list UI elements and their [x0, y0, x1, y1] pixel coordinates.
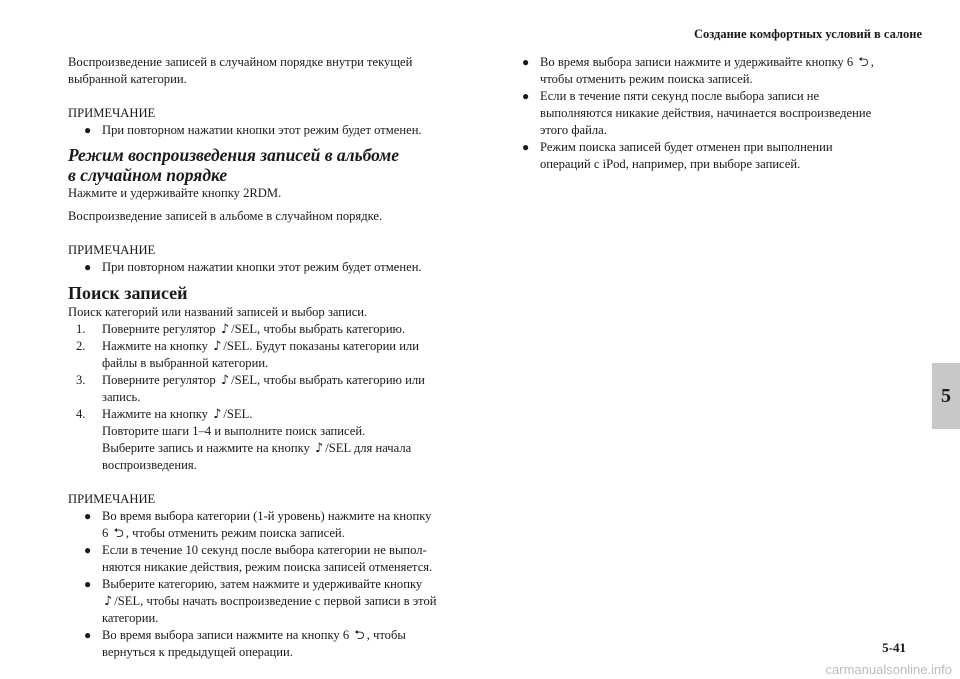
- note-continuation: няются никакие действия, режим поиска записей отменяется.: [102, 560, 433, 574]
- section-heading: в случайном порядке: [68, 165, 228, 185]
- note-continuation: категории.: [102, 611, 159, 625]
- note-continuation: операций с iPod, например, при выборе записей.: [540, 157, 801, 171]
- step-continuation: Повторите шаги 1–4 и выполните поиск записей.: [102, 424, 366, 438]
- left-column: [68, 54, 478, 661]
- bullet-icon: ●: [522, 140, 530, 154]
- step-item: 1. Поверните регулятор ♪ /SEL, чтобы выбрать категорию.: [76, 322, 406, 337]
- bullet-icon: ●: [84, 543, 92, 557]
- note-continuation: вернуться к предыдущей операции.: [102, 645, 293, 659]
- return-arrow-icon: ⮌: [354, 628, 365, 643]
- bullet-icon: ●: [522, 55, 530, 69]
- musical-note-icon: ♪: [220, 373, 230, 388]
- intro-line: Воспроизведение записей в случайном порядке внутри текущей: [68, 55, 413, 69]
- page-number: 5-41: [882, 640, 906, 655]
- note-bullet: ● Во время выбора записи нажмите и удерживайте кнопку 6 ⮌ ,: [522, 55, 874, 70]
- chapter-tab: [932, 363, 960, 429]
- return-arrow-icon: ⮌: [858, 55, 869, 70]
- bullet-icon: ●: [84, 123, 92, 137]
- bullet-icon: ●: [84, 260, 92, 274]
- step-item: 3. Поверните регулятор ♪ /SEL, чтобы выбрать категорию или: [76, 373, 425, 388]
- paragraph: Нажмите и удерживайте кнопку 2RDM.: [68, 186, 282, 200]
- musical-note-icon: ♪: [213, 339, 222, 354]
- note-bullet: ● При повторном нажатии кнопки этот режим будет отменен.: [84, 123, 422, 137]
- bullet-icon: ●: [522, 89, 530, 103]
- step-item: 4. Нажмите на кнопку ♪ /SEL.: [76, 407, 253, 422]
- watermark: carmanualsonline.info: [825, 662, 952, 677]
- paragraph: Воспроизведение записей в альбоме в случайном порядке.: [68, 209, 383, 223]
- note-continuation: этого файла.: [540, 123, 607, 137]
- musical-note-icon: ♪: [314, 441, 324, 456]
- note-label: ПРИМЕЧАНИЕ: [68, 243, 156, 257]
- note-bullet: ● Режим поиска записей будет отменен при выполнении: [522, 140, 833, 154]
- musical-note-icon: ♪: [213, 407, 222, 422]
- right-column: [522, 54, 922, 173]
- step-continuation: файлы в выбранной категории.: [102, 356, 269, 370]
- section-heading: Поиск записей: [68, 283, 188, 303]
- page-header: Создание комфортных условий в салоне: [693, 27, 922, 41]
- step-continuation: воспроизведения.: [102, 458, 197, 472]
- bullet-icon: ●: [84, 509, 92, 523]
- note-continuation: выполняются никакие действия, начинается воспроизведение: [540, 106, 872, 120]
- note-bullet: ● Если в течение 10 секунд после выбора категории не выпол-: [84, 543, 427, 557]
- intro-line: выбранной категории.: [68, 72, 187, 86]
- step-item: 2. Нажмите на кнопку ♪ /SEL. Будут показаны категории или: [76, 339, 419, 354]
- section-heading: Режим воспроизведения записей в альбоме: [68, 145, 399, 165]
- note-bullet: ● Выберите категорию, затем нажмите и удерживайте кнопку: [84, 577, 423, 591]
- note-continuation: ♪ /SEL, чтобы начать воспроизведение с первой записи в этой: [104, 594, 437, 609]
- musical-note-icon: ♪: [220, 322, 230, 337]
- note-label: ПРИМЕЧАНИЕ: [68, 492, 156, 506]
- note-bullet: ● Если в течение пяти секунд после выбора записи не: [522, 89, 820, 103]
- note-bullet: ● Во время выбора категории (1-й уровень) нажмите на кнопку: [84, 509, 432, 523]
- paragraph: Поиск категорий или названий записей и выбор записи.: [68, 305, 368, 319]
- note-label: ПРИМЕЧАНИЕ: [68, 106, 156, 120]
- step-continuation: Выберите запись и нажмите на кнопку ♪ /SEL для начала: [102, 441, 412, 456]
- note-continuation: чтобы отменить режим поиска записей.: [540, 72, 753, 86]
- chapter-tab-label: 5: [941, 384, 951, 407]
- note-continuation: 6 ⮌ , чтобы отменить режим поиска записей.: [102, 526, 345, 541]
- step-continuation: запись.: [102, 390, 141, 404]
- note-bullet: ● Во время выбора записи нажмите на кнопку 6 ⮌ , чтобы: [84, 628, 406, 643]
- note-bullet: ● При повторном нажатии кнопки этот режим будет отменен.: [84, 260, 422, 274]
- bullet-icon: ●: [84, 628, 92, 642]
- bullet-icon: ●: [84, 577, 92, 591]
- return-arrow-icon: ⮌: [113, 526, 124, 541]
- musical-note-icon: ♪: [104, 594, 113, 609]
